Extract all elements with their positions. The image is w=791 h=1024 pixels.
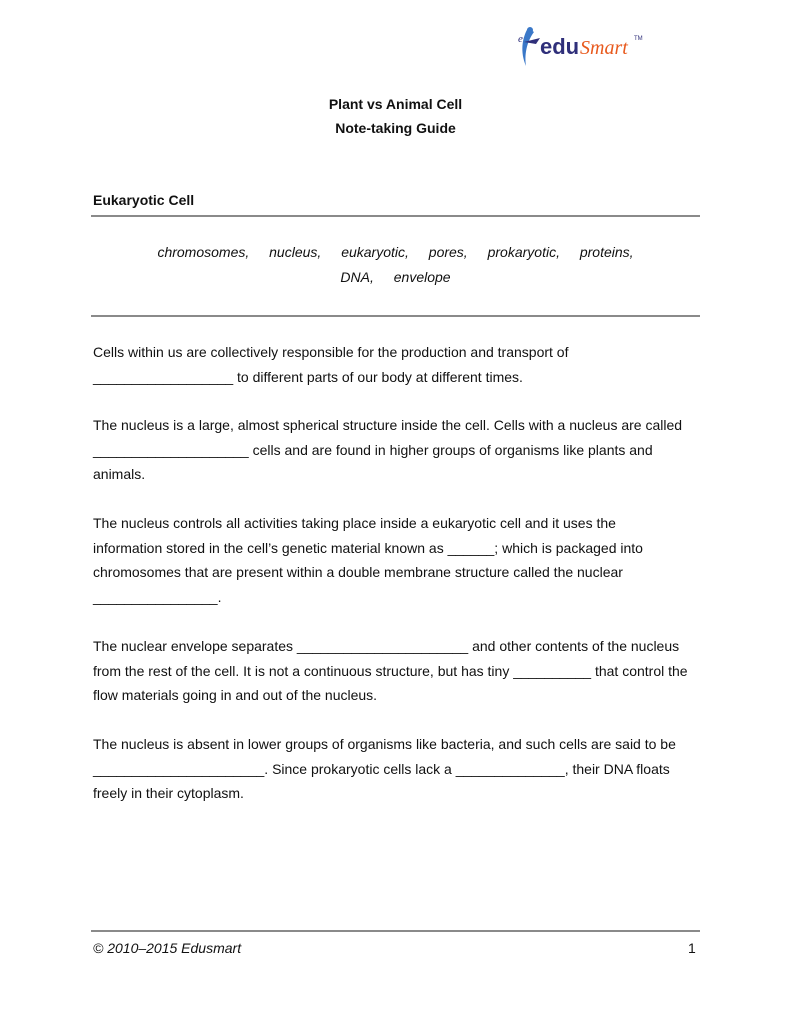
logo-trademark: TM — [634, 36, 643, 42]
paragraph-line: The nucleus is a large, almost spherical structure inside the cell. Cells with a nucleus are called — [93, 417, 683, 433]
paragraph-line: Cells within us are collectively responsible for the production and transport of — [93, 344, 569, 360]
paragraph-line: chromosomes that are present within a double membrane structure called the nuclear — [93, 564, 623, 580]
divider-top — [91, 215, 700, 217]
title-line-1: Plant vs Animal Cell — [328, 96, 463, 112]
paragraph-line: animals. — [93, 466, 146, 482]
word-bank-item: chromosomes, — [157, 244, 250, 260]
logo-script-text: Smart — [580, 37, 628, 59]
edusmart-logo — [510, 22, 650, 70]
paragraph-line: information stored in the cell’s genetic material known as ______; which is packaged into — [93, 539, 643, 556]
word-bank-row-1 — [91, 240, 700, 265]
logo-mark: e — [518, 33, 523, 45]
paragraph-4 — [93, 634, 703, 708]
word-bank-row-2 — [91, 265, 700, 290]
paragraph-line: flow materials going in and out of the nucleus. — [93, 687, 378, 703]
paragraph-1 — [93, 340, 703, 389]
paragraph-line: ____________________ cells and are found in higher groups of organisms like plants and — [93, 441, 653, 458]
word-bank-item: envelope — [393, 269, 451, 285]
word-bank-item: proteins, — [579, 244, 634, 260]
edusmart-logo-graphic — [510, 22, 650, 70]
paragraph-5 — [93, 732, 703, 806]
document-title — [0, 92, 791, 140]
paragraph-line: The nuclear envelope separates ______________________ and other contents of the nucleus — [93, 638, 680, 654]
word-bank-item: DNA, — [340, 269, 374, 285]
title-line-2: Note-taking Guide — [335, 120, 456, 136]
footer-copyright: © 2010–2015 Edusmart — [93, 940, 242, 956]
logo-main-text: edu — [540, 34, 580, 59]
paragraph-line: The nucleus controls all activities taking place inside a eukaryotic cell and it uses the — [93, 515, 616, 531]
paragraph-2 — [93, 413, 703, 487]
word-bank — [91, 240, 700, 290]
paragraph-line: freely in their cytoplasm. — [93, 785, 244, 801]
paragraph-line: The nucleus is absent in lower groups of organisms like bacteria, and such cells are said to be — [93, 736, 676, 752]
section-heading: Eukaryotic Cell — [93, 192, 195, 208]
paragraph-line: from the rest of the cell. It is not a continuous structure, but has tiny __________ that control the — [93, 662, 688, 679]
word-bank-item: nucleus, — [269, 244, 322, 260]
word-bank-item: prokaryotic, — [487, 244, 560, 260]
word-bank-item: pores, — [428, 244, 468, 260]
paragraph-3 — [93, 511, 703, 609]
paragraph-line: ________________. — [93, 588, 222, 605]
word-bank-item: eukaryotic, — [341, 244, 409, 260]
paragraph-line: __________________ to different parts of our body at different times. — [93, 368, 523, 385]
footer-divider — [91, 930, 700, 932]
footer-page-number: 1 — [688, 940, 696, 956]
paragraph-line: ______________________. Since prokaryotic cells lack a ______________, their DNA floats — [93, 760, 670, 777]
divider-bottom — [91, 315, 700, 317]
